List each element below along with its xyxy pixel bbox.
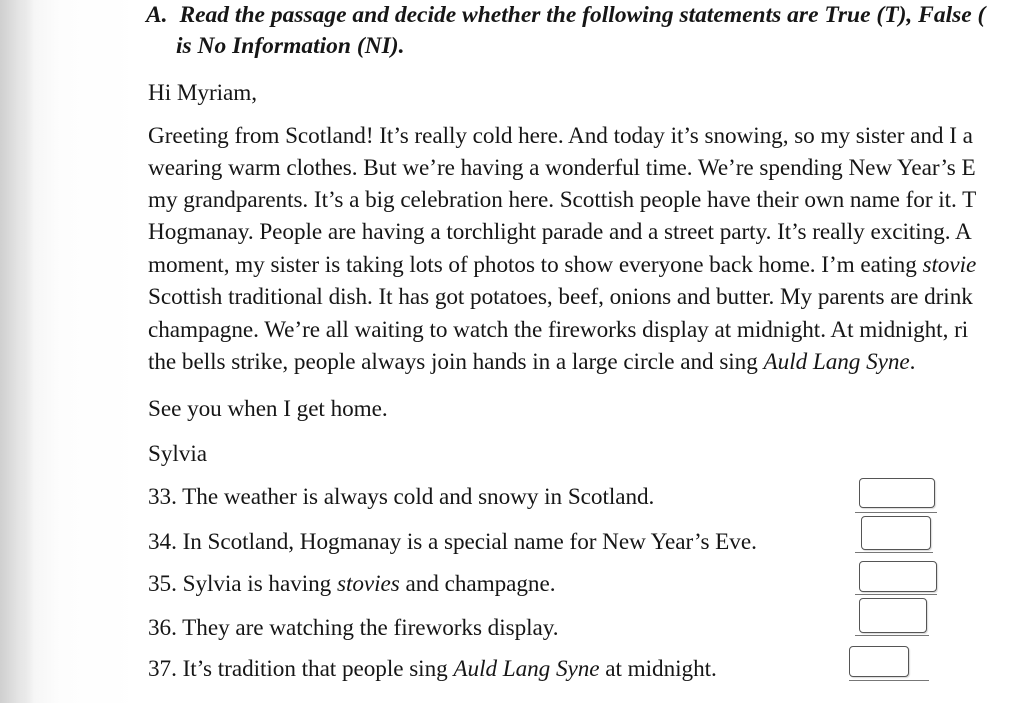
answer-box-35[interactable] [859,561,937,592]
answer-box-34[interactable] [861,516,931,550]
answer-line-33 [855,512,937,513]
question-33 [148,483,654,511]
question-37 [148,655,717,683]
question-text: In Scotland, Hogmanay is a special name for New Year’s Eve. [182,529,757,555]
answer-line-36 [855,635,929,636]
question-number: 34. [148,529,177,555]
instruction-text-1: Read the passage and decide whether the following statements are True (T), False ( [179,2,986,28]
letter-closing: See you when I get home. [148,396,388,422]
letter-body-line-5 [148,251,976,279]
letter-body-line-4: Hogmanay. People are having a torchlight parade and a street party. It’s really exciting. A [148,219,972,245]
letter-body-line-6: Scottish traditional dish. It has got potatoes, beef, onions and butter. My parents are drink [148,284,973,310]
question-italic: stovies [336,571,400,597]
letter-signature: Sylvia [148,441,207,467]
auld-lang-syne-italic: Auld Lang Syne [763,349,910,375]
answer-box-37[interactable] [849,646,909,677]
page-edge-shadow [0,0,34,703]
instruction-line-2: is No Information (NI). [176,33,405,59]
letter-greeting: Hi Myriam, [148,80,257,106]
question-number: 35. [148,571,177,597]
question-text-end: and champagne. [399,571,556,597]
answer-line-35 [855,594,937,595]
letter-body-line-8-end: . [909,349,916,375]
letter-body-line-1: Greeting from Scotland! It’s really cold here. And today it’s snowing, so my sister and I a [148,123,973,149]
question-text-end: at midnight. [599,656,717,682]
stovies-italic: stovie [922,252,977,278]
letter-body-line-8-text: the bells strike, people always join hands in a large circle and sing [148,349,764,375]
question-text: Sylvia is having [182,571,337,597]
question-text: They are watching the fireworks display. [182,615,559,641]
question-number: 33. [148,484,177,510]
question-text: The weather is always cold and snowy in Scotland. [182,484,655,510]
answer-line-37 [849,680,929,681]
answer-line-34 [855,552,933,553]
letter-body-line-8 [148,348,915,376]
question-36 [148,614,559,642]
instruction-line-1 [146,1,985,29]
letter-body-line-5-text: moment, my sister is taking lots of photos to show everyone back home. I’m eating [148,252,923,278]
instruction-label: A. [146,2,168,28]
letter-body-line-3: my grandparents. It’s a big celebration here. Scottish people have their own name for it. T [148,187,977,213]
question-text: It’s tradition that people sing [182,656,454,682]
letter-body-line-2: wearing warm clothes. But we’re having a wonderful time. We’re spending New Year’s E [148,155,976,181]
question-number: 36. [148,615,177,641]
question-number: 37. [148,656,177,682]
question-italic: Auld Lang Syne [453,656,600,682]
question-34 [148,528,757,556]
answer-box-33[interactable] [859,478,935,508]
letter-body-line-7: champagne. We’re all waiting to watch the fireworks display at midnight. At midnight, ri [148,317,969,343]
answer-box-36[interactable] [859,598,927,633]
question-35 [148,570,555,598]
